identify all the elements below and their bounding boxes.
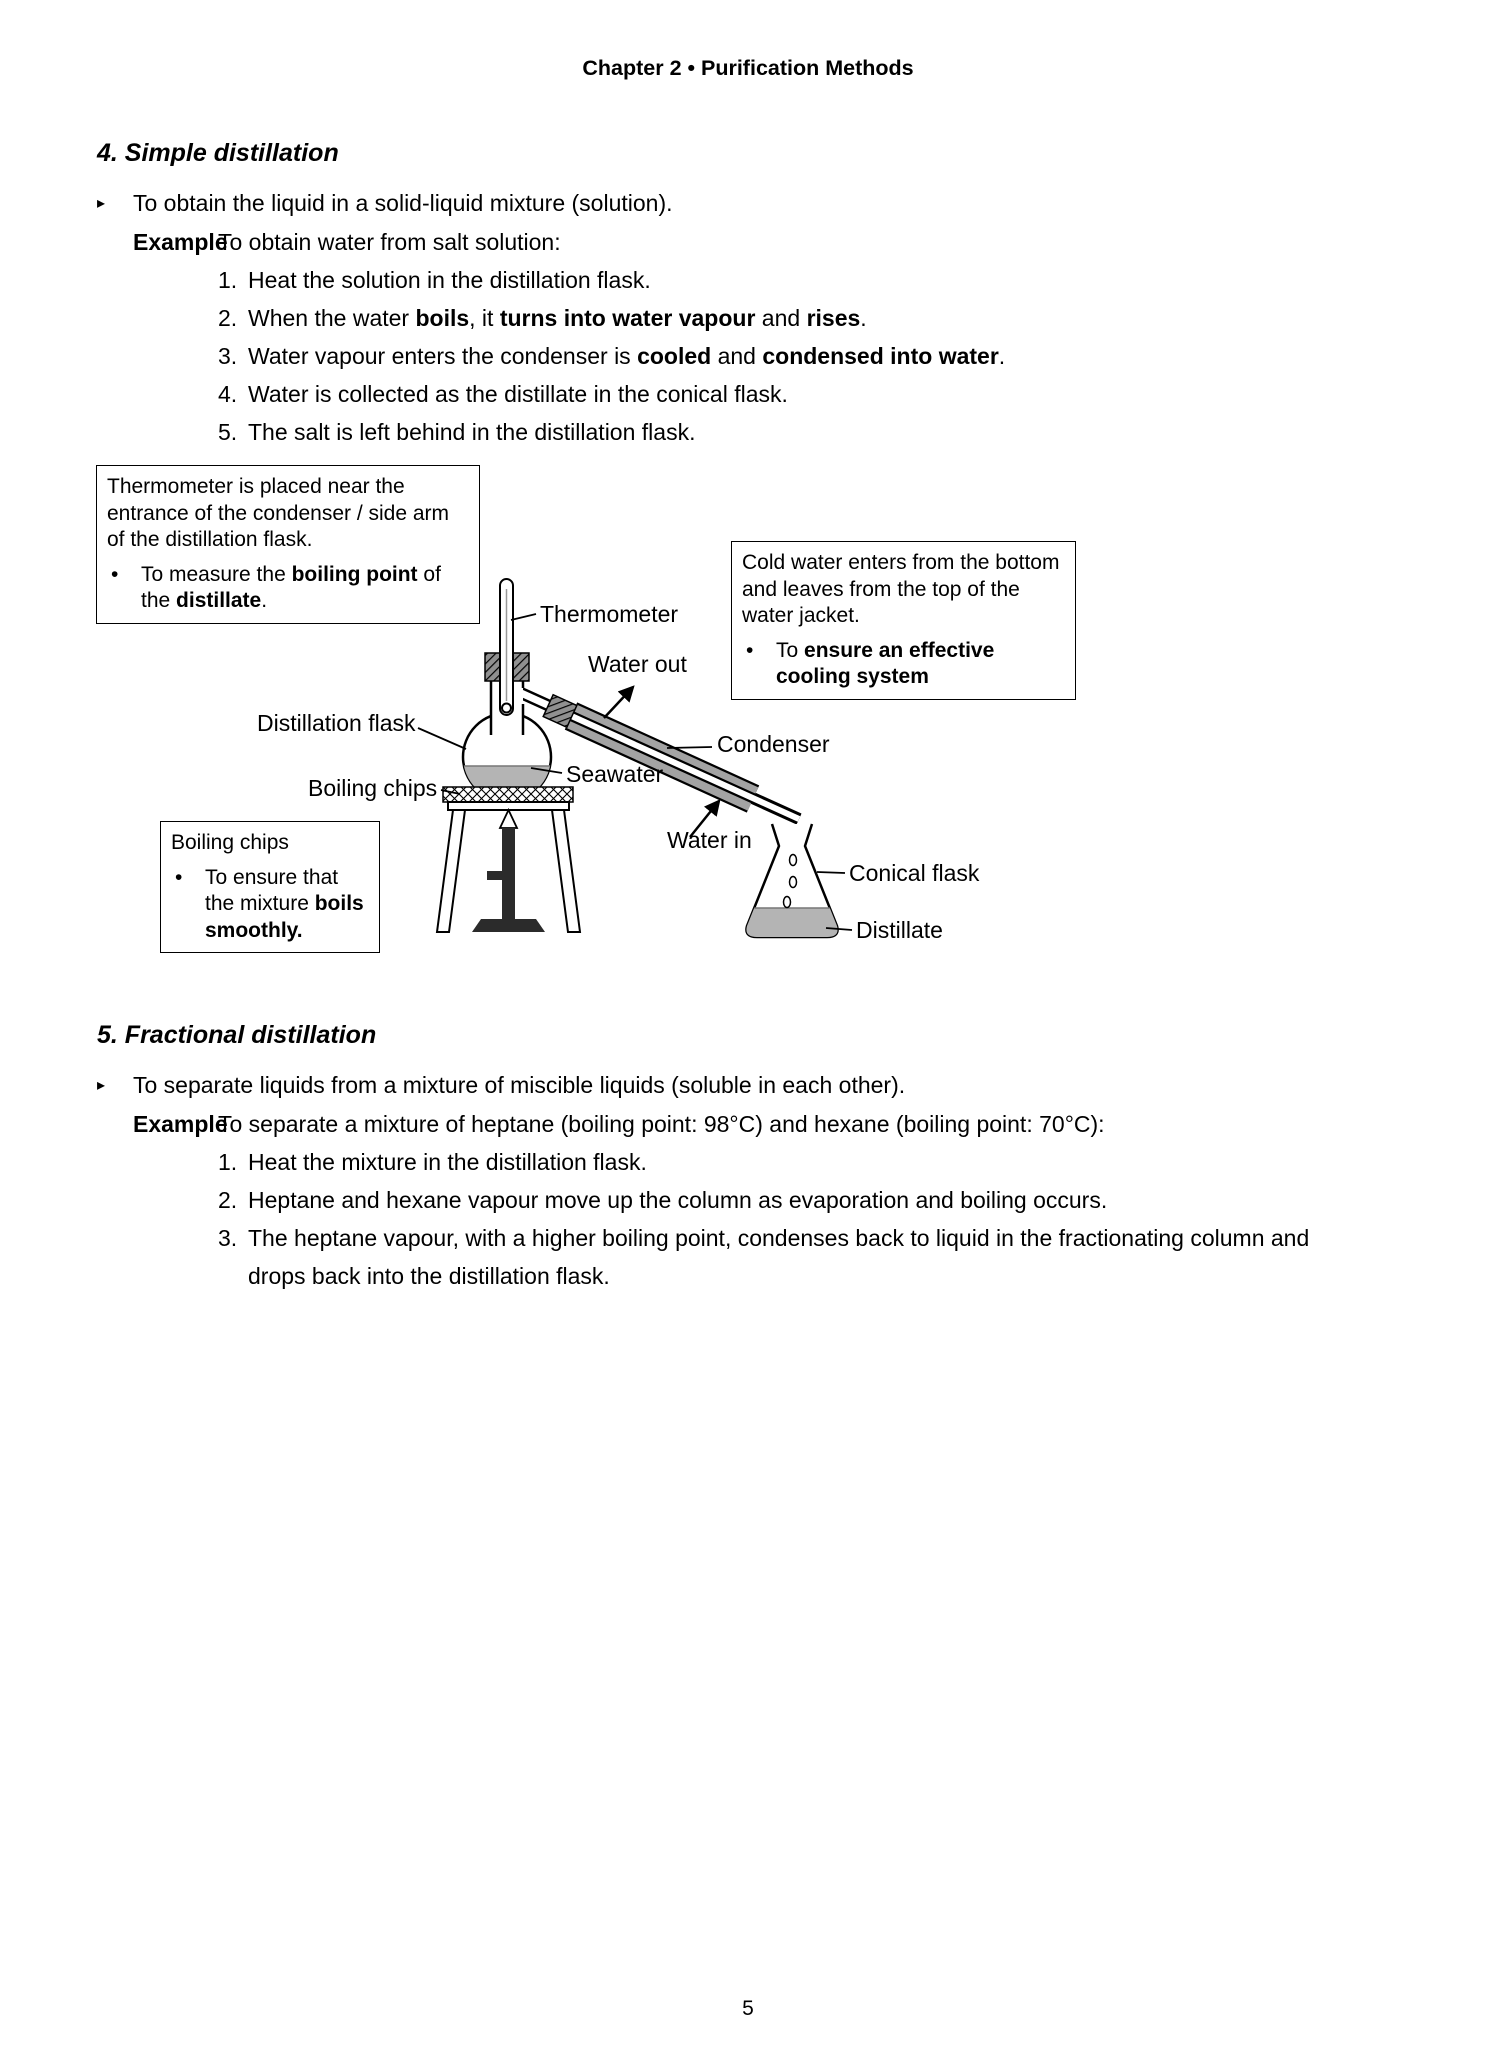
step-number: 3. xyxy=(218,343,238,369)
callout-title: Boiling chips xyxy=(171,831,289,854)
section5-title: 5. Fractional distillation xyxy=(97,1021,377,1049)
section4-example xyxy=(133,223,1400,261)
step-text: When the water boils, it turns into water vapour and rises. xyxy=(248,305,867,331)
step-item xyxy=(218,299,1400,337)
step-number: 5. xyxy=(218,419,238,445)
section5-example xyxy=(133,1105,1400,1143)
callout-cooling-note xyxy=(731,541,1076,700)
section4-intro-text: To obtain the liquid in a solid-liquid mixture (solution). xyxy=(133,190,673,216)
example-label: Example xyxy=(133,229,228,255)
label-thermometer: Thermometer xyxy=(540,601,679,627)
step-item xyxy=(218,375,1400,413)
step-text: Heptane and hexane vapour move up the column as evaporation and boiling occurs. xyxy=(248,1187,1108,1213)
step-item xyxy=(218,337,1400,375)
step-number: 2. xyxy=(218,1187,238,1213)
section5-intro-text: To separate liquids from a mixture of miscible liquids (soluble in each other). xyxy=(133,1072,906,1098)
distillation-diagram xyxy=(0,461,1496,1009)
step-number: 1. xyxy=(218,1149,238,1175)
bullet-dot-icon: • xyxy=(175,865,183,889)
step-number: 4. xyxy=(218,381,238,407)
callout-text: Thermometer is placed near the entrance of the condenser / side arm of the distillation flask. xyxy=(107,475,450,551)
label-water-out: Water out xyxy=(588,651,687,677)
example-text: To obtain water from salt solution: xyxy=(218,229,561,255)
bullet-dot-icon: • xyxy=(746,638,754,662)
section4-intro xyxy=(97,184,1400,223)
step-text: Heat the solution in the distillation flask. xyxy=(248,267,651,293)
arrow-bullet-icon: ▸ xyxy=(97,195,106,212)
callout-text: Cold water enters from the bottom and leaves from the top of the water jacket. xyxy=(742,551,1060,627)
label-distillate: Distillate xyxy=(856,917,943,943)
step-item xyxy=(218,1219,1400,1295)
arrow-bullet-icon: ▸ xyxy=(97,1077,106,1094)
label-condenser: Condenser xyxy=(717,731,830,757)
step-item xyxy=(218,1181,1400,1219)
step-number: 3. xyxy=(218,1225,238,1251)
label-seawater: Seawater xyxy=(566,761,664,787)
page-header: Chapter 2 • Purification Methods xyxy=(582,56,914,80)
label-distillation-flask: Distillation flask xyxy=(257,710,416,736)
step-item xyxy=(218,261,1400,299)
step-item xyxy=(218,413,1400,451)
section-fractional-distillation xyxy=(97,1021,1400,1295)
step-text: The salt is left behind in the distillation flask. xyxy=(248,419,696,445)
label-boiling-chips: Boiling chips xyxy=(308,775,438,801)
step-text: Heat the mixture in the distillation flask. xyxy=(248,1149,647,1175)
example-text: To separate a mixture of heptane (boiling point: 98°C) and hexane (boiling point: 70°C): xyxy=(218,1111,1105,1137)
step-number: 1. xyxy=(218,267,238,293)
callout-bullet-text: To measure the boiling point of the distillate. xyxy=(141,562,441,612)
bullet-dot-icon: • xyxy=(111,562,119,586)
label-conical-flask: Conical flask xyxy=(849,860,980,886)
section5-steps xyxy=(218,1143,1400,1295)
step-item xyxy=(218,1143,1400,1181)
section4-title: 4. Simple distillation xyxy=(97,139,339,167)
example-label: Example xyxy=(133,1111,228,1137)
page-number: 5 xyxy=(742,1997,754,2020)
label-water-in: Water in xyxy=(667,827,752,853)
step-number: 2. xyxy=(218,305,238,331)
section4-steps xyxy=(218,261,1400,451)
callout-bullet-text: To ensure an effective cooling system xyxy=(776,638,995,688)
step-text: Water is collected as the distillate in the conical flask. xyxy=(248,381,788,407)
step-text: Water vapour enters the condenser is cooled and condensed into water. xyxy=(248,343,1006,369)
callout-boiling-chips-note xyxy=(160,821,380,953)
section5-intro xyxy=(97,1066,1400,1105)
step-text: The heptane vapour, with a higher boiling point, condenses back to liquid in the fractionating column and drops back into the distillation flask. xyxy=(248,1225,1310,1289)
callout-bullet-text: To ensure that the mixture boils smoothly. xyxy=(205,865,364,942)
callout-thermometer-note xyxy=(96,465,480,624)
section-simple-distillation xyxy=(97,139,1400,451)
